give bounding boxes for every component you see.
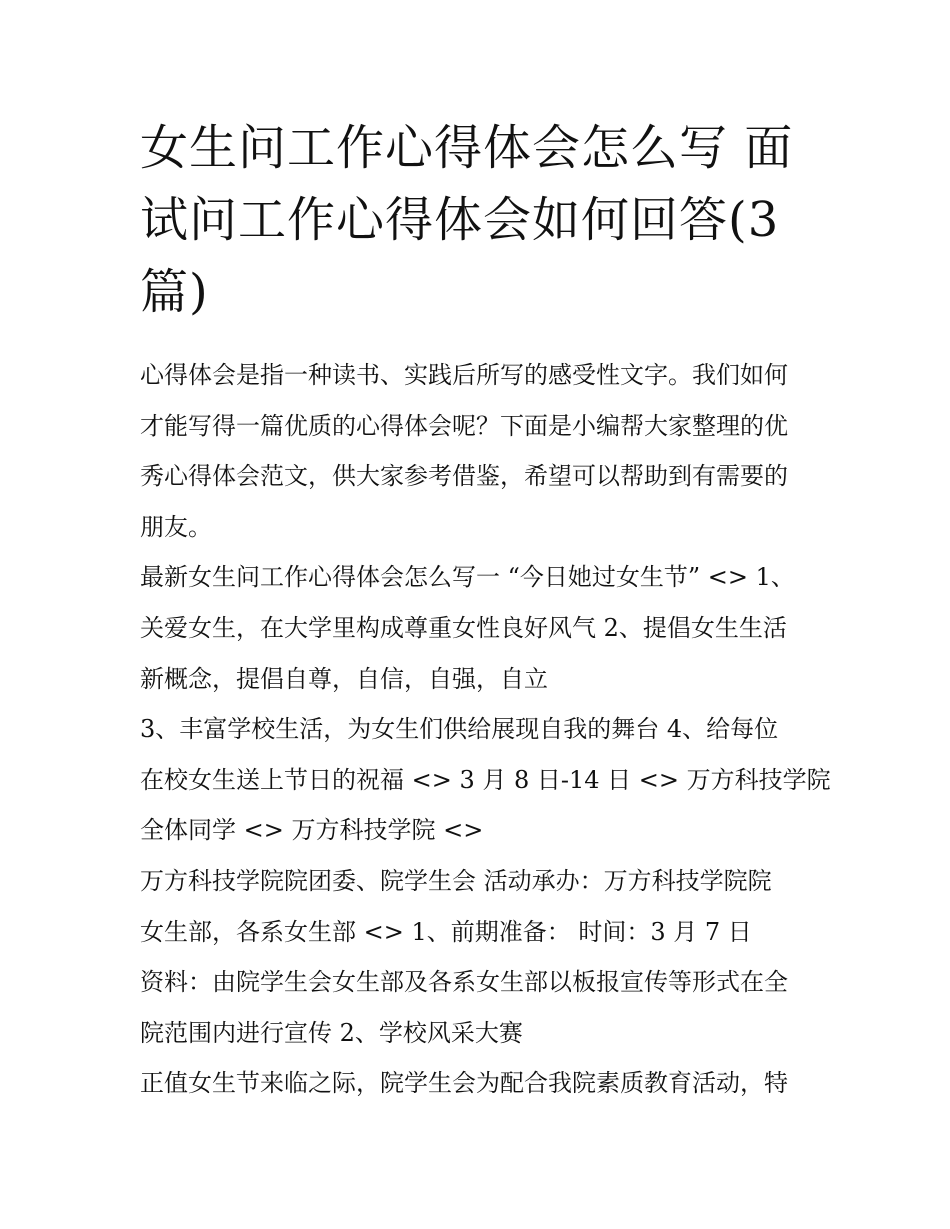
paragraph <box>140 552 820 704</box>
text-line: 全体同学 <> 万方科技学院 <> <box>140 816 484 845</box>
title-line: 女生问工作心得体会怎么写 面 <box>140 120 794 176</box>
paragraph <box>140 1058 820 1109</box>
text-line: 资料：由院学生会女生部及各系女生部以板报宣传等形式在全 <box>140 968 788 997</box>
text-line: 关爱女生，在大学里构成尊重女性良好风气 2、提倡女生生活 <box>140 613 787 642</box>
document-page <box>140 112 831 1109</box>
text-line: 院范围内进行宣传 2、学校风采大赛 <box>140 1018 523 1047</box>
paragraph <box>140 856 820 957</box>
text-line: 正值女生节来临之际，院学生会为配合我院素质教育活动，特 <box>140 1069 788 1098</box>
intro-paragraph <box>140 350 820 552</box>
title-line: 试问工作心得体会如何回答(3 <box>140 192 780 248</box>
title-line: 篇) <box>140 264 209 320</box>
text-line: 万方科技学院院团委、院学生会 活动承办：万方科技学院院 <box>140 866 772 895</box>
text-line: 心得体会是指一种读书、实践后所写的感受性文字。我们如何 <box>140 361 788 389</box>
text-line: 3、丰富学校生活，为女生们供给展现自我的舞台 4、给每位 <box>140 715 779 744</box>
text-line: 朋友。 <box>140 512 212 541</box>
text-line: 最新女生问工作心得体会怎么写一 “今日她过女生节” <> 1、 <box>140 563 795 592</box>
text-line: 新概念，提倡自尊，自信，自强，自立 <box>140 664 548 693</box>
text-line: 女生部，各系女生部 <> 1、前期准备： 时间：3 月 7 日 <box>140 917 752 946</box>
document-body <box>140 350 831 1109</box>
paragraph <box>140 704 831 856</box>
text-line: 秀心得体会范文，供大家参考借鉴，希望可以帮助到有需要的 <box>140 462 788 491</box>
document-title <box>140 112 820 328</box>
text-line: 在校女生送上节日的祝福 <> 3 月 8 日-14 日 <> 万方科技学院 <box>140 765 831 794</box>
text-line: 才能写得一篇优质的心得体会呢？下面是小编帮大家整理的优 <box>140 411 788 440</box>
paragraph <box>140 957 820 1058</box>
